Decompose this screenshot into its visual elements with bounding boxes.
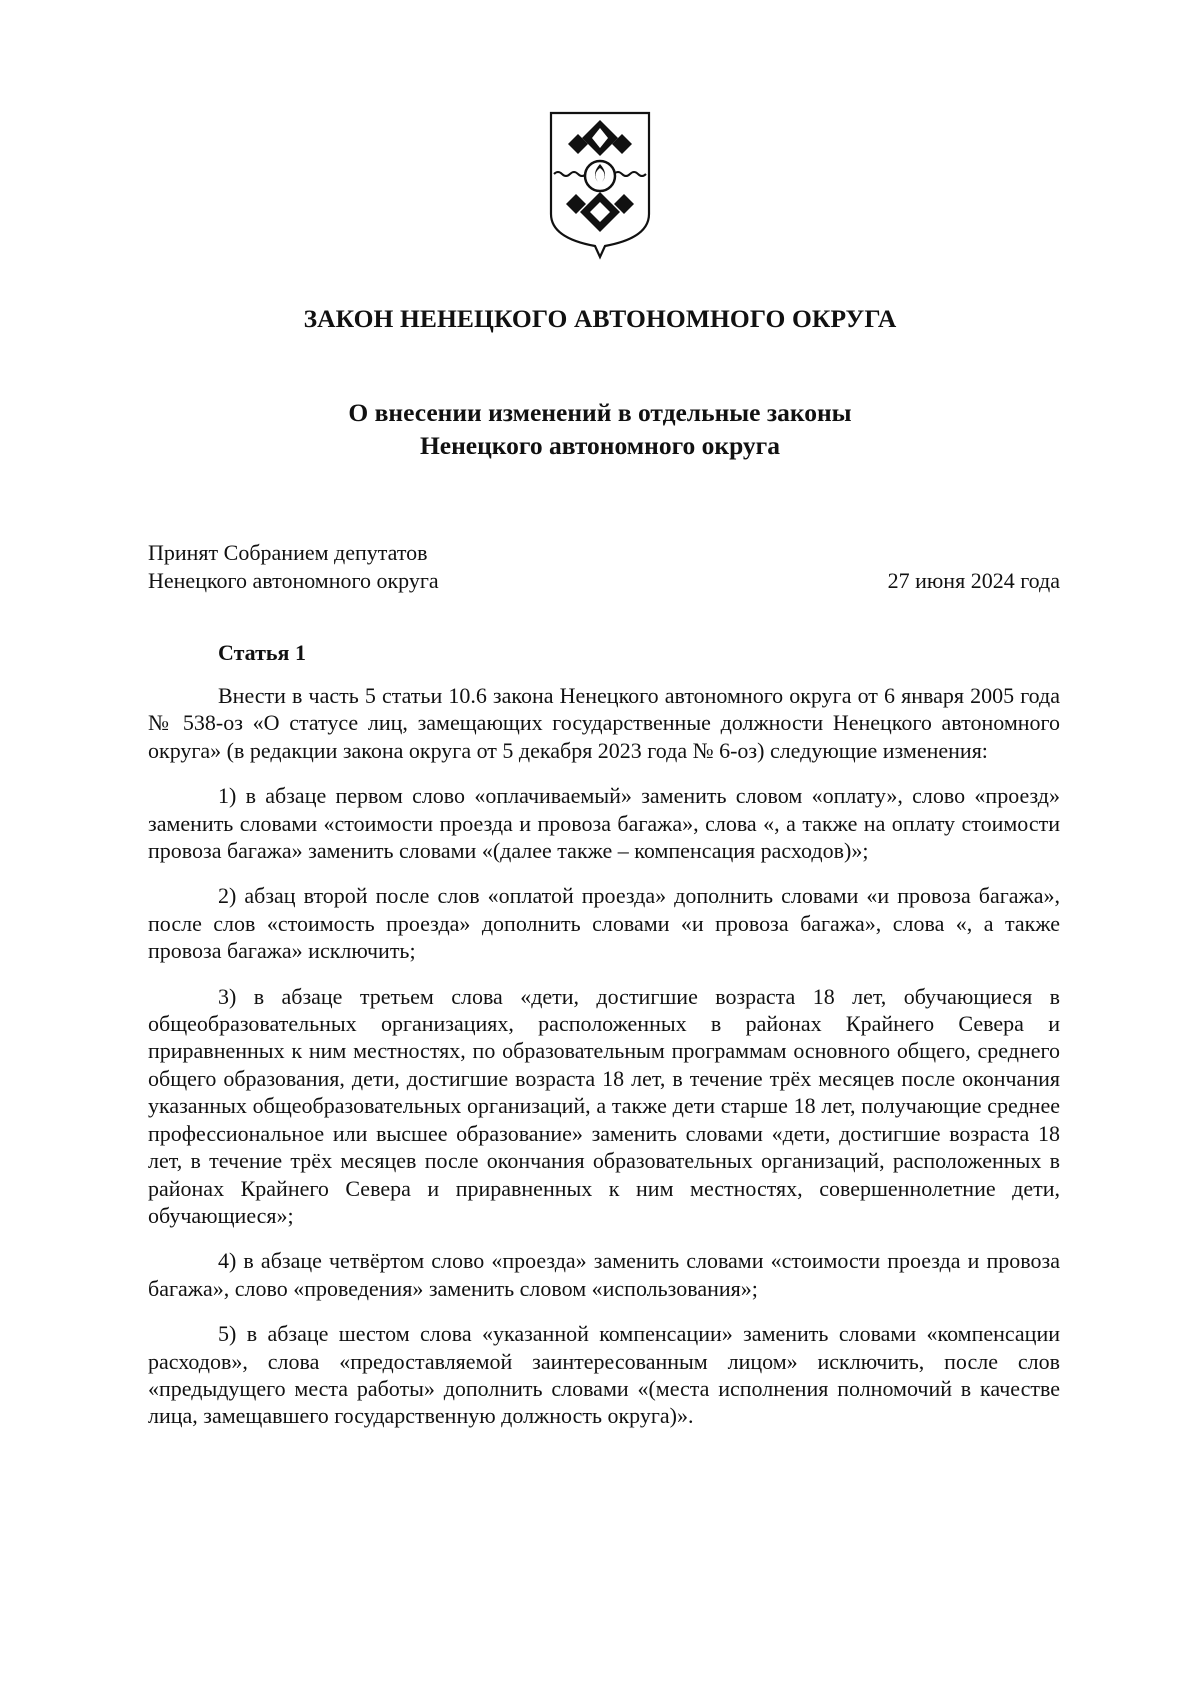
adoption-line-2: Ненецкого автономного округа xyxy=(148,568,439,593)
law-title: ЗАКОН НЕНЕЦКОГО АВТОНОМНОГО ОКРУГА xyxy=(303,304,897,333)
adoption-date: 27 июня 2024 года xyxy=(887,568,1060,593)
law-subtitle xyxy=(0,396,1200,462)
article-body xyxy=(148,682,1060,1448)
amendment-item: 1) в абзаце первом слово «оплачиваемый» заменить словом «оплату», слово «проезд» заменить словами «стоимости проезда и провоза багажа», слова «, а также на оплату стоимости провоза багажа» заменить словами «(далее также – компенсация расходов)»; xyxy=(148,783,1060,864)
article-intro: Внести в часть 5 статьи 10.6 закона Ненецкого автономного округа от 6 января 2005 года № 538-оз «О статусе лиц, замещающих государственные должности Ненецкого автономного округа» (в редакции закона округа от 5 декабря 2023 года № 6-оз) следующие изменения: xyxy=(148,683,1060,763)
adoption-line-1: Принят Собранием депутатов xyxy=(148,540,428,565)
nenets-coat-of-arms-icon xyxy=(548,110,652,260)
adoption-block xyxy=(148,539,1060,595)
amendment-item: 2) абзац второй после слов «оплатой проезда» дополнить словами «и провоза багажа», после слов «стоимость проезда» дополнить словами «и провоза багажа», слова «, а также провоза багажа» исключить; xyxy=(148,883,1060,964)
amendment-item: 5) в абзаце шестом слова «указанной компенсации» заменить словами «компенсации расходов», слова «предоставляемой заинтересованным лицом» исключить, после слов «предыдущего места работы» дополнить словами «(места исполнения полномочий в качестве лица, замещавшего государственную должность округа)». xyxy=(148,1321,1060,1429)
subtitle-line-2: Ненецкого автономного округа xyxy=(419,431,781,460)
article-heading: Статья 1 xyxy=(218,640,306,665)
subtitle-line-1: О внесении изменений в отдельные законы xyxy=(348,398,852,427)
amendment-item: 4) в абзаце четвёртом слово «проезда» заменить словами «стоимости проезда и провоза багажа», слово «проведения» заменить словом «использования»; xyxy=(148,1248,1060,1301)
amendment-item: 3) в абзаце третьем слова «дети, достигшие возраста 18 лет, обучающиеся в общеобразовательных организациях, расположенных в районах Крайнего Севера и приравненных к ним местностях, по образовательным программам основного общего, среднего общего образования, дети, достигшие возраста 18 лет, в течение трёх месяцев после окончания указанных общеобразовательных организаций, а также дети старше 18 лет, получающие среднее профессиональное или высшее образование» заменить словами «дети, достигшие возраста 18 лет, в течение трёх месяцев после окончания образовательных организаций, расположенных в районах Крайнего Севера и приравненных к ним местностях, совершеннолетние дети, обучающиеся»; xyxy=(148,983,1060,1228)
